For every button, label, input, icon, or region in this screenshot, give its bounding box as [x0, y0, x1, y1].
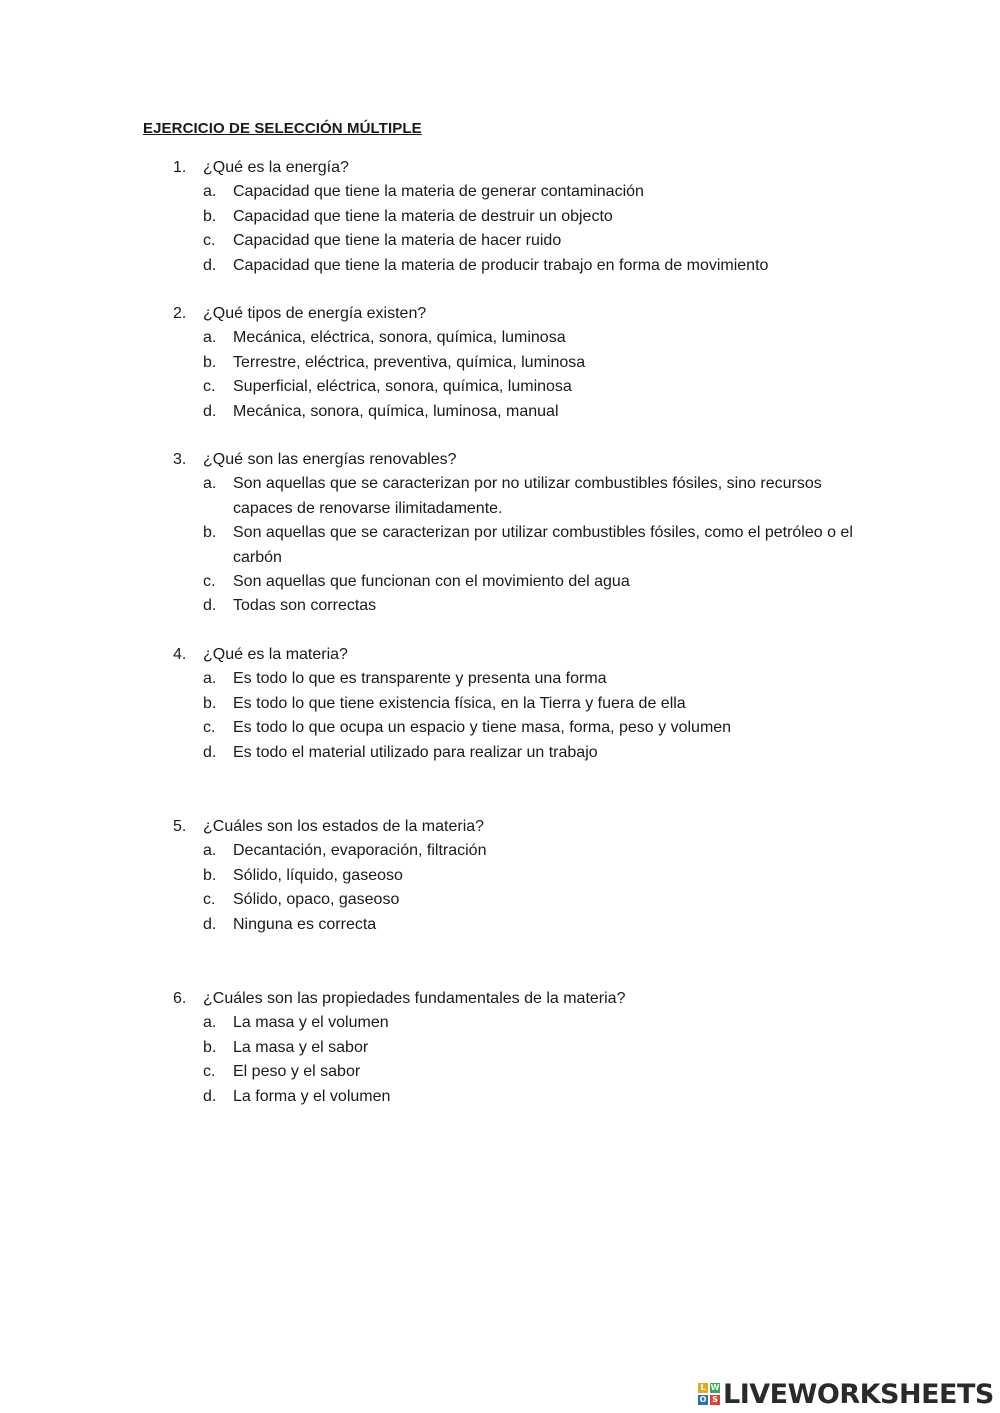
question-2-stem	[173, 302, 426, 326]
option-4d[interactable]	[203, 741, 883, 766]
option-1a[interactable]	[203, 180, 883, 205]
option-4a[interactable]	[203, 667, 883, 692]
logo-cell: S	[710, 1395, 720, 1405]
option-text: Superficial, eléctrica, sonora, química, luminosa	[233, 378, 572, 395]
option-4b[interactable]	[203, 692, 883, 717]
option-text: La forma y el volumen	[233, 1087, 391, 1105]
option-text: Mecánica, sonora, química, luminosa, manual	[233, 402, 559, 420]
option-3d[interactable]	[203, 594, 883, 619]
question-number: 2.	[173, 305, 187, 322]
option-letter: b.	[203, 353, 217, 371]
option-letter: a.	[203, 183, 217, 200]
liveworksheets-logo	[698, 1378, 994, 1410]
option-text: Es todo lo que tiene existencia física, en la Tierra y fuera de ella	[233, 694, 686, 712]
option-letter: d.	[203, 256, 217, 274]
option-text: Es todo el material utilizado para realizar un trabajo	[233, 743, 598, 761]
option-text: Son aquellas que se caracterizan por utilizar combustibles fósiles, como el petróleo o el carbón	[233, 524, 853, 566]
option-letter: d.	[203, 597, 217, 614]
option-text: Terrestre, eléctrica, preventiva, química, luminosa	[233, 353, 586, 371]
option-text: La masa y el sabor	[233, 1038, 369, 1056]
question-text: ¿Qué son las energías renovables?	[203, 451, 457, 468]
option-text: Decantación, evaporación, filtración	[233, 842, 487, 859]
option-6c[interactable]	[203, 1060, 883, 1085]
option-letter: d.	[203, 743, 217, 761]
logo-cell: W	[710, 1383, 720, 1392]
question-5-stem	[173, 815, 484, 839]
option-2b[interactable]	[203, 351, 883, 376]
option-1d[interactable]	[203, 254, 883, 279]
question-text: ¿Cuáles son las propiedades fundamentales de la materia?	[203, 990, 626, 1007]
option-text: Sólido, líquido, gaseoso	[233, 866, 403, 884]
option-letter: a.	[203, 475, 217, 492]
option-letter: a.	[203, 842, 217, 859]
option-text: El peso y el sabor	[233, 1063, 361, 1080]
option-5d[interactable]	[203, 913, 883, 938]
option-letter: c.	[203, 572, 216, 590]
option-6b[interactable]	[203, 1036, 883, 1061]
question-4-stem	[173, 643, 348, 667]
option-letter: b.	[203, 207, 217, 225]
option-text: Capacidad que tiene la materia de generar contaminación	[233, 183, 644, 200]
option-5a[interactable]	[203, 839, 883, 864]
option-5c[interactable]	[203, 888, 883, 913]
option-text: Es todo lo que es transparente y presenta una forma	[233, 670, 607, 687]
option-letter: c.	[203, 1063, 216, 1080]
option-text: Mecánica, eléctrica, sonora, química, luminosa	[233, 329, 566, 346]
option-letter: a.	[203, 670, 217, 687]
option-letter: a.	[203, 1014, 217, 1031]
logo-wordmark: LIVEWORKSHEETS	[723, 1378, 994, 1410]
option-text: La masa y el volumen	[233, 1014, 389, 1031]
option-text: Son aquellas que funcionan con el movimiento del agua	[233, 572, 630, 590]
question-number: 6.	[173, 990, 187, 1007]
option-text: Es todo lo que ocupa un espacio y tiene masa, forma, peso y volumen	[233, 719, 732, 736]
option-1b[interactable]	[203, 205, 883, 230]
option-letter: b.	[203, 866, 217, 884]
option-text: Capacidad que tiene la materia de producir trabajo en forma de movimiento	[233, 256, 769, 274]
question-number: 4.	[173, 646, 187, 663]
option-6a[interactable]	[203, 1011, 883, 1036]
option-text: Son aquellas que se caracterizan por no utilizar combustibles fósiles, sino recursos capaces de renovarse ilimitadamente.	[233, 475, 822, 517]
question-text: ¿Cuáles son los estados de la materia?	[203, 818, 485, 835]
question-6-stem	[173, 987, 625, 1011]
option-letter: c.	[203, 232, 216, 249]
question-text: ¿Qué es la energía?	[203, 159, 349, 176]
option-letter: b.	[203, 1038, 217, 1056]
option-3a[interactable]	[203, 472, 883, 521]
option-letter: c.	[203, 891, 216, 908]
worksheet-title: EJERCICIO DE SELECCIÓN MÚLTIPLE	[143, 120, 422, 137]
option-text: Capacidad que tiene la materia de hacer ruido	[233, 232, 562, 249]
logo-cell: O	[699, 1395, 707, 1404]
option-2a[interactable]	[203, 326, 883, 351]
logo-cell: L	[698, 1383, 708, 1393]
option-letter: b.	[203, 524, 217, 541]
logo-mark-icon	[698, 1383, 720, 1405]
option-letter: a.	[203, 329, 217, 346]
option-letter: b.	[203, 694, 217, 712]
option-letter: d.	[203, 915, 217, 933]
option-4c[interactable]	[203, 716, 883, 741]
option-letter: c.	[203, 719, 216, 736]
question-number: 5.	[173, 818, 187, 835]
question-text: ¿Qué es la materia?	[203, 646, 348, 663]
question-number: 3.	[173, 451, 187, 468]
option-text: Todas son correctas	[233, 597, 377, 614]
option-6d[interactable]	[203, 1085, 883, 1110]
question-number: 1.	[173, 159, 187, 176]
option-letter: d.	[203, 402, 217, 420]
question-text: ¿Qué tipos de energía existen?	[203, 305, 427, 322]
option-2d[interactable]	[203, 400, 883, 425]
question-3-stem	[173, 448, 456, 472]
question-1-stem	[173, 156, 349, 180]
option-1c[interactable]	[203, 229, 883, 254]
option-text: Sólido, opaco, gaseoso	[233, 891, 400, 908]
option-2c[interactable]	[203, 375, 883, 400]
option-letter: d.	[203, 1087, 217, 1105]
option-3c[interactable]	[203, 570, 883, 595]
option-text: Ninguna es correcta	[233, 915, 377, 933]
option-letter: c.	[203, 378, 216, 395]
option-3b[interactable]	[203, 521, 883, 570]
option-5b[interactable]	[203, 864, 883, 889]
option-text: Capacidad que tiene la materia de destruir un objecto	[233, 207, 613, 225]
